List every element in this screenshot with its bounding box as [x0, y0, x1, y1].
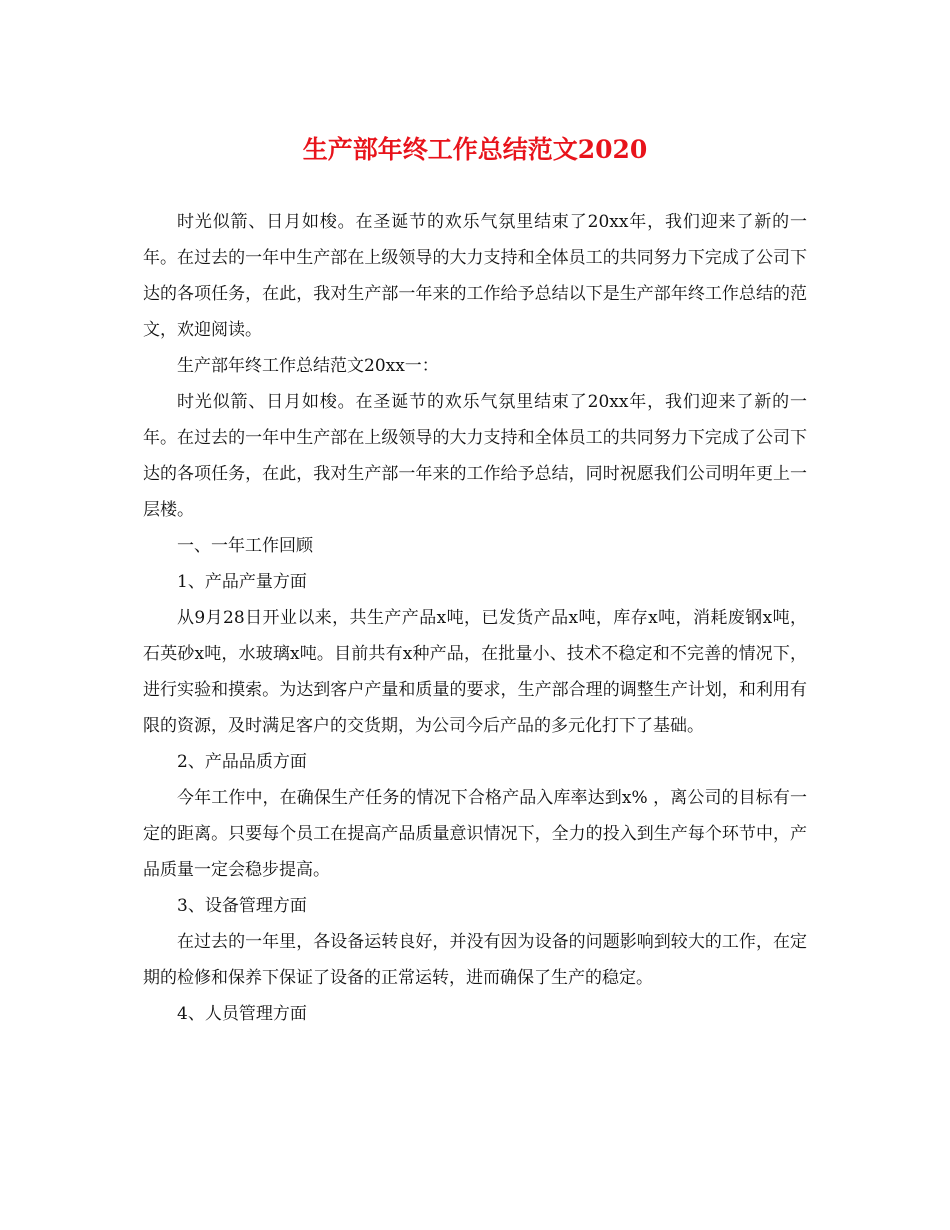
section-heading-review: 一、一年工作回顾 [177, 536, 313, 556]
subsection-heading-output: 1、产品产量方面 [177, 572, 307, 592]
paragraph-equipment: 在过去的一年里，各设备运转良好，并没有因为设备的问题影响到较大的工作，在定期的检修和保养下保证了设备的正常运转，进而确保了生产的稳定。 [143, 932, 807, 988]
paragraph-intro: 时光似箭、日月如梭。在圣诞节的欢乐气氛里结束了20xx年，我们迎来了新的一年。在过去的一年中生产部在上级领导的大力支持和全体员工的共同努力下完成了公司下达的各项任务，在此，我对生产部一年来的工作给予总结以下是生产部年终工作总结的范文，欢迎阅读。 [143, 212, 807, 340]
subsection-heading-personnel: 4、人员管理方面 [177, 1004, 307, 1024]
paragraph-output: 从9月28日开业以来，共生产产品x吨，已发货产品x吨，库存x吨，消耗废钢x吨，石英砂x吨，水玻璃x吨。目前共有x种产品，在批量小、技术不稳定和不完善的情况下，进行实验和摸索。为达到客户产量和质量的要求，生产部合理的调整生产计划，和利用有限的资源，及时满足客户的交货期，为公司今后产品的多元化打下了基础。 [143, 608, 807, 736]
subsection-heading-equipment: 3、设备管理方面 [177, 896, 307, 916]
paragraph-quality: 今年工作中，在确保生产任务的情况下合格产品入库率达到x% ，离公司的目标有一定的距离。只要每个员工在提高产品质量意识情况下，全力的投入到生产每个环节中，产品质量一定会稳步提高。 [143, 788, 807, 880]
document-body [143, 204, 807, 1032]
paragraph-opening: 时光似箭、日月如梭。在圣诞节的欢乐气氛里结束了20xx年，我们迎来了新的一年。在过去的一年中生产部在上级领导的大力支持和全体员工的共同努力下完成了公司下达的各项任务，在此，我对生产部一年来的工作给予总结，同时祝愿我们公司明年更上一层楼。 [143, 392, 807, 520]
document-title: 生产部年终工作总结范文2020 [302, 135, 648, 164]
subsection-heading-quality: 2、产品品质方面 [177, 752, 307, 772]
paragraph-subtitle: 生产部年终工作总结范文20xx一： [177, 356, 439, 376]
